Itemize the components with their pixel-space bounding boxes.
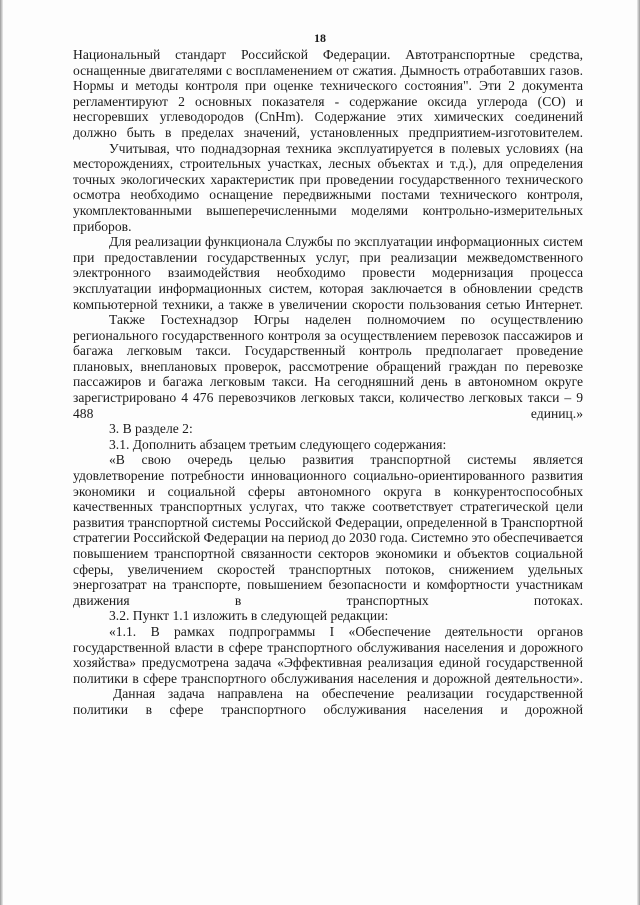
paragraph: «1.1. В рамках подпрограммы I «Обеспечение деятельности органов государственной власти в сфере транспортного обслуживания населения и дорожного хозяйства» предусмотрена задача «Эффективная реализация единой государственной политики в сфере транспортного обслуживания населения и дорожной деятельности».: [73, 623, 583, 686]
paragraph: 3. В разделе 2:: [109, 421, 193, 437]
paragraph: «В свою очередь целью развития транспортной системы является удовлетворение потребности инновационного социально-ориентированного развития экономики и социальной сферы автономного округа в конкурентоспособных качественных транспортных услугах, что также соответствует стратегической цели развития транспортной системы Российской Федерации, определенной в Транспортной стратегии Российской Федерации на период до 2030 года. Системно это обеспечивается повышением транспортной связанности секторов экономики и объектов социальной сферы, увеличением скоростей транспортных потоков, снижением удельных энергозатрат на транспорте, повышением безопасности и комфортности участникам движения в транспортных потоках.: [73, 452, 583, 608]
paragraph: Также Гостехнадзор Югры наделен полномочием по осуществлению регионального государственного контроля за осуществлением перевозок пассажиров и багажа легковым такси. Государственный контроль предполагает проведение плановых, внеплановых проверок, рассмотрение обращений граждан по перевозке пассажиров и багажа легковым такси. На сегодняшний день в автономном округе зарегистрировано 4 476 перевозчиков легковых такси, количество легковых такси – 9 488 единиц.»: [73, 312, 583, 421]
paragraph: 3.1. Дополнить абзацем третьим следующего содержания:: [109, 436, 447, 452]
page-number: 18: [314, 31, 326, 45]
paragraph: 3.2. Пункт 1.1 изложить в следующей редакции:: [109, 608, 389, 624]
paragraph: Данная задача направлена на обеспечение реализации государственной политики в сфере транспортного обслуживания населения и дорожной: [73, 686, 583, 717]
document-body: [73, 47, 583, 718]
paragraph: Национальный стандарт Российской Федерации. Автотранспортные средства, оснащенные двигателями с воспламенением от сжатия. Дымность отработавших газов. Нормы и методы контроля при оценке технического состояния". Эти 2 документа регламентируют 2 основных показателя - содержание оксида углерода (CO) и несгоревших углеводородов (CnHm). Содержание этих химических соединений должно быть в пределах значений, установленных предприятием-изготовителем.: [73, 47, 583, 140]
scan-edge-left: [0, 0, 3, 905]
paragraph: Учитывая, что поднадзорная техника эксплуатируется в полевых условиях (на месторождениях, строительных участках, лесных объектах и т.д.), для определения точных экологических характеристик при проведении государственного технического осмотра необходимо оснащение передвижными постами технического контроля, укомплектованными вышеперечисленными моделями контрольно-измерительных приборов.: [73, 140, 583, 234]
paragraph: Для реализации функционала Службы по эксплуатации информационных систем при предоставлении государственных услуг, при реализации межведомственного электронного взаимодействия необходимо провести модернизация процесса эксплуатации информационных систем, которая заключается в обновлении средств компьютерной техники, а также в увеличении скорости пользования сетью Интернет.: [73, 234, 583, 312]
